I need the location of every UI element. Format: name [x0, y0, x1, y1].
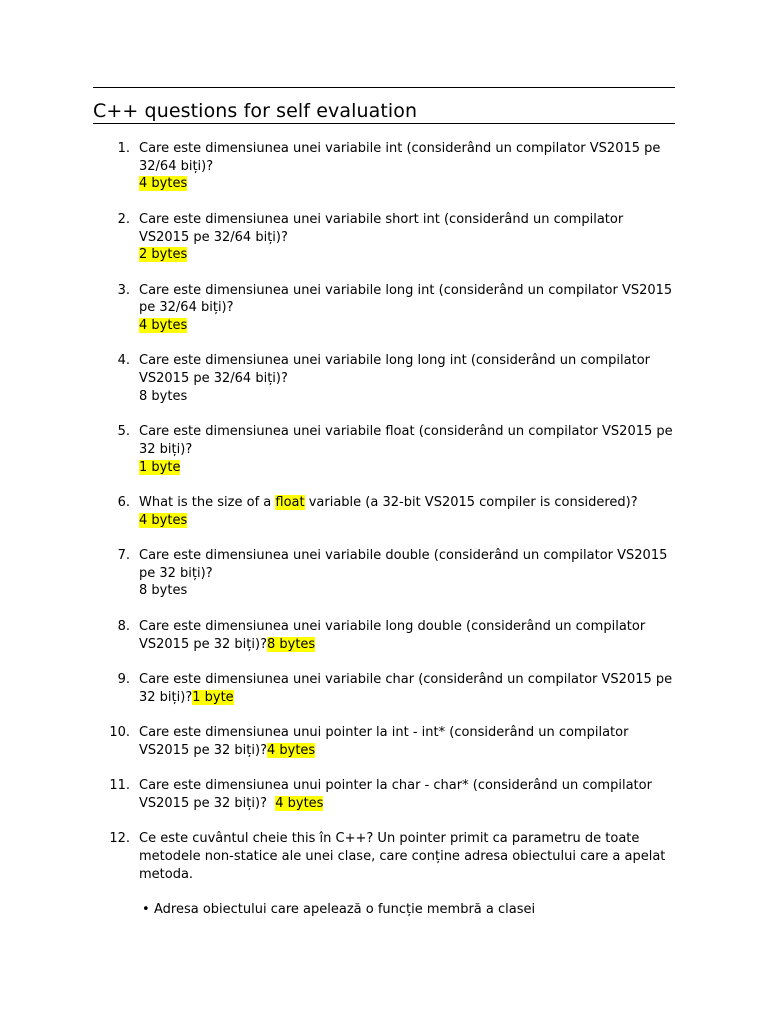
question-text: Ce este cuvântul cheie this în C++? Un pointer primit ca parametru de toate metodele non-statice ale unei clase, care conține adresa obiectului care a apelat metoda.: [139, 831, 666, 882]
question-item: [0, 140, 675, 193]
answer-highlighted: 4 bytes: [139, 318, 188, 333]
bullet-item: [0, 901, 674, 919]
question-text: Care este dimensiunea unui pointer la char - char* (considerând un compilator VS2015 pe 32 biți)?: [139, 778, 657, 811]
question-number: 3.: [117, 282, 130, 298]
question-text: Care este dimensiunea unei variabile short int (considerând un compilator VS2015 pe 32/64 biți)?: [139, 211, 624, 245]
question-number: 10.: [109, 725, 130, 741]
answer-highlighted: 2 bytes: [139, 247, 188, 263]
answer-highlighted: 4 bytes: [139, 512, 188, 528]
question-item: [0, 423, 675, 476]
question-text: Care este dimensiunea unei variabile double (considerând un compilator VS2015 pe 32 biți)?: [139, 548, 668, 581]
answer-highlighted: 1 byte: [139, 459, 181, 475]
question-number: 6.: [117, 494, 130, 510]
question-item: [0, 352, 675, 405]
answer-highlighted: 4 bytes: [139, 176, 188, 192]
question-number: 11.: [109, 778, 130, 794]
question-text: Care este dimensiunea unei variabile int (considerând un compilator VS2015 pe 32/64 biți)?: [139, 141, 661, 174]
question-number: 12.: [109, 831, 130, 847]
question-text: Care este dimensiunea unei variabile long int (considerând un compilator VS2015 pe 32/64 biți)?: [139, 282, 673, 316]
question-text: Care este dimensiunea unei variabile long double (considerând un compilator VS2015 pe 32 biți)?: [139, 618, 646, 652]
top-rule: [93, 87, 675, 88]
answer-highlighted: 1 byte: [192, 689, 234, 705]
question-text: Care este dimensiunea unui pointer la int - int* (considerând un compilator VS2015 pe 32 biți)?: [139, 725, 629, 758]
question-text: Care este dimensiunea unei variabile float (considerând un compilator VS2015 pe 32 biți)?: [139, 424, 673, 457]
question-text: Care este dimensiunea unei variabile long long int (considerând un compilator VS2015 pe 32/64 biți)?: [139, 353, 651, 387]
question-number: 2.: [117, 211, 130, 227]
question-text-part: variable (a 32-bit VS2015 compiler is considered)?: [304, 494, 638, 510]
question-number: 8.: [117, 618, 130, 634]
question-item: [0, 618, 675, 653]
question-list: [0, 140, 768, 919]
answer-highlighted: 4 bytes: [266, 742, 316, 758]
answer: 8 bytes: [139, 583, 188, 599]
question-item: [0, 830, 675, 883]
title-underline: [93, 123, 675, 124]
question-number: 9.: [117, 671, 130, 687]
page-title: C++ questions for self evaluation: [93, 100, 418, 122]
question-item: [0, 211, 675, 264]
answer-highlighted: 8 bytes: [266, 636, 316, 652]
question-number: 1.: [117, 141, 130, 156]
question-item: [0, 282, 675, 335]
question-number: 4.: [117, 353, 130, 369]
question-number: 5.: [117, 424, 130, 440]
bullet-text: Adresa obiectului care apelează o funcție membră a clasei: [154, 902, 536, 918]
question-number: 7.: [117, 548, 130, 564]
question-text-part: What is the size of a: [139, 494, 276, 510]
question-item: [0, 671, 675, 706]
answer-highlighted: 4 bytes: [275, 795, 324, 811]
answer: 8 bytes: [139, 388, 188, 404]
question-item: [0, 494, 675, 529]
question-text: Care este dimensiunea unei variabile char (considerând un compilator VS2015 pe 32 biți)?: [139, 671, 673, 705]
bullet-icon: •: [142, 902, 150, 918]
keyword-highlighted: float: [275, 494, 305, 510]
question-item: [0, 777, 675, 812]
question-item: [0, 547, 675, 600]
question-item: [0, 724, 675, 759]
